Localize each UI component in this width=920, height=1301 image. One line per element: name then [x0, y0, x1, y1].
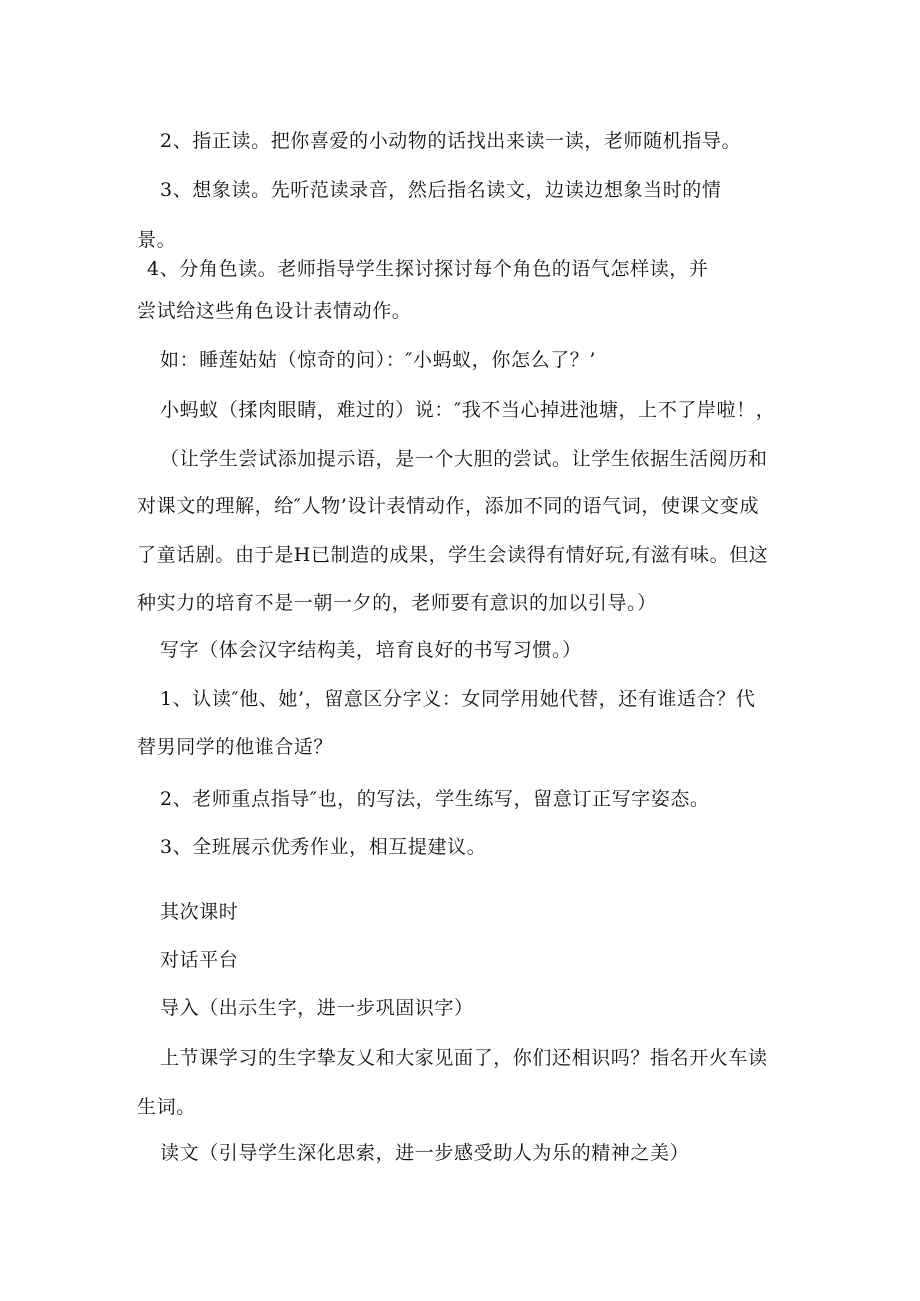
text-line: 导入（出示生字，进一步巩固识字）	[160, 997, 474, 1019]
text-line: 种实力的培育不是一朝一夕的，老师要有意识的加以引导。）	[137, 592, 657, 614]
text-line: （让学生尝试添加提示语，是一个大胆的尝试。让学生依据生活阅历和	[160, 448, 768, 470]
text-line: 2、指正读。把你喜爱的小动物的话找出来读一读，老师随机指导。	[160, 130, 742, 152]
text-line: 生词。	[137, 1096, 196, 1118]
text-line: 尝试给这些角色设计表情动作。	[137, 300, 412, 322]
text-line: 景。	[137, 229, 177, 251]
text-line: 对课文的理解，给″人物’设计表情动作，添加不同的语气词，使课文变成	[137, 495, 759, 517]
text-line: 读文（引导学生深化思索，进一步感受助人为乐的精神之美）	[160, 1142, 690, 1164]
text-line: 4、分角色读。老师指导学生探讨探讨每个角色的语气怎样读，并	[147, 258, 709, 280]
text-line: 对话平台	[160, 949, 239, 971]
text-line: 1、认读″他、她’，留意区分字义：女同学用她代替，还有谁适合？代	[160, 688, 756, 710]
text-line: 3、全班展示优秀作业，相互提建议。	[160, 836, 487, 858]
text-line: 如：睡莲姑姑（惊奇的问）：″小蚂蚁，你怎么了？’	[160, 349, 597, 371]
text-line: 2、老师重点指导″也，的写法，学生练写，留意订正写字姿态。	[160, 788, 710, 810]
text-line: 替男同学的他谁合适？	[137, 736, 334, 758]
text-line: 写字（体会汉字结构美，培育良好的书写习惯。）	[160, 639, 582, 661]
text-line: 3、想象读。先听范读录音，然后指名读文，边读边想象当时的情	[160, 179, 722, 201]
text-line: 小蚂蚁（揉肉眼睛，难过的）说：″我不当心掉进池塘，上不了岸啦！，	[160, 399, 776, 421]
text-line: 其次课时	[160, 901, 239, 923]
text-line: 上节课学习的生字挚友乂和大家见面了，你们还相识吗？指名开火车读	[160, 1047, 768, 1069]
text-line: 了童话剧。由于是H已制造的成果，学生会读得有情好玩,有滋有味。但这	[137, 544, 769, 566]
